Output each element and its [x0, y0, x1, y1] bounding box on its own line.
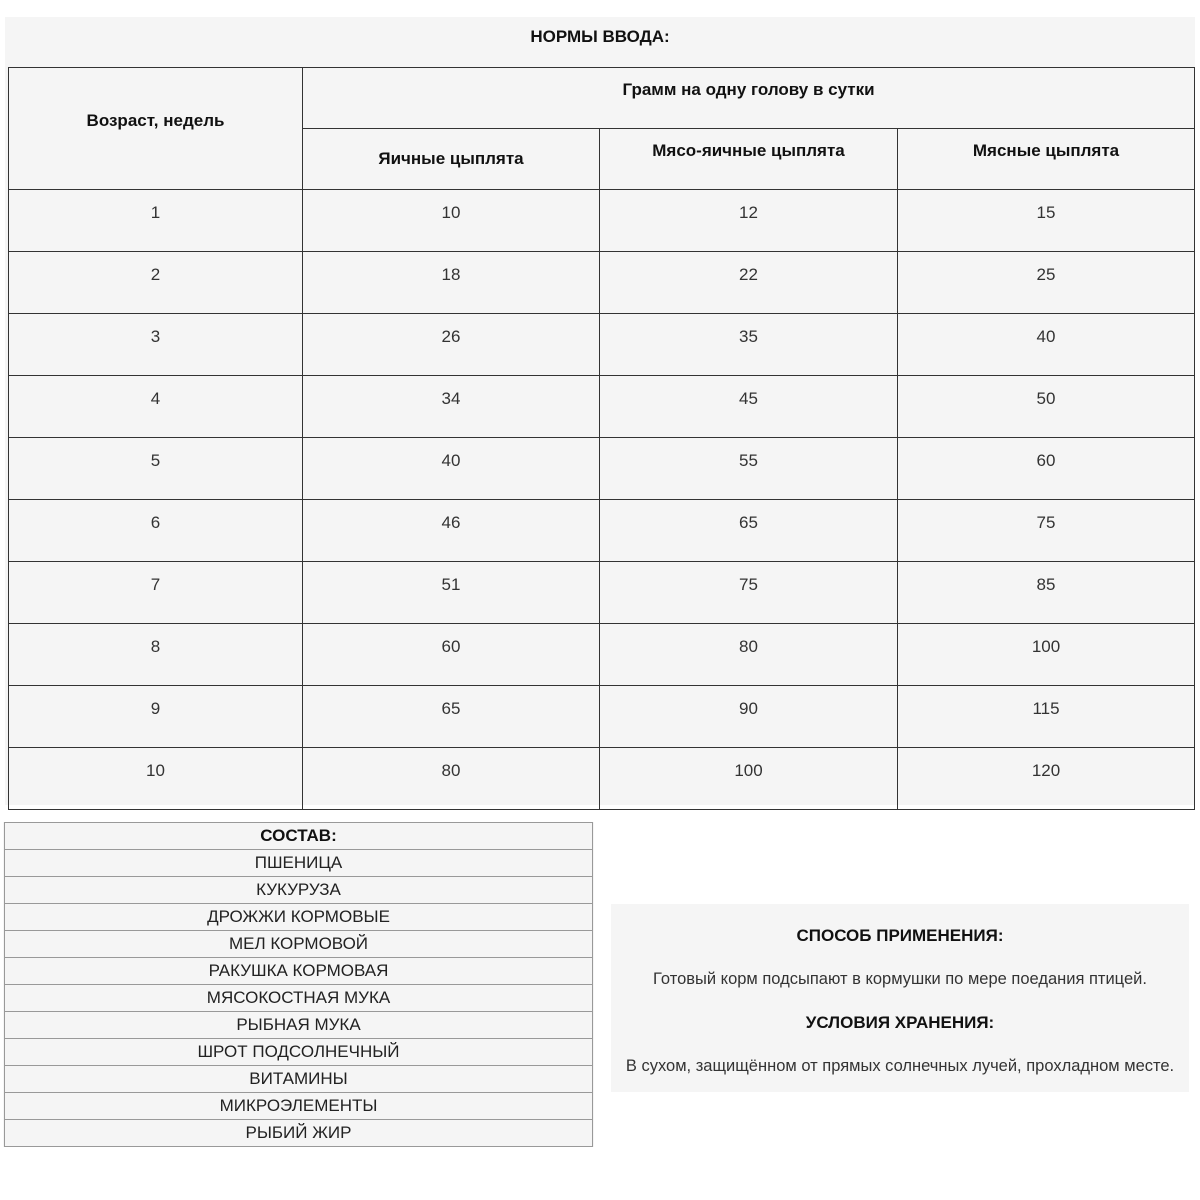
usage-text: Готовый корм подсыпают в кормушки по мере поедания птицей. [653, 970, 1147, 988]
table-row [9, 252, 1195, 314]
grams-cell: 10 [303, 190, 600, 252]
list-item [5, 1012, 593, 1039]
table-row [9, 562, 1195, 624]
grams-cell: 46 [303, 500, 600, 562]
list-item [5, 1120, 593, 1147]
composition-item: МИКРОЭЛЕМЕНТЫ [5, 1093, 593, 1120]
grams-cell: 50 [898, 376, 1195, 438]
table-row [9, 500, 1195, 562]
grams-header: Грамм на одну голову в сутки [303, 68, 1195, 129]
norms-section [5, 17, 1195, 805]
grams-cell: 18 [303, 252, 600, 314]
grams-cell: 40 [303, 438, 600, 500]
age-header: Возраст, недель [9, 68, 303, 190]
usage-title: СПОСОБ ПРИМЕНЕНИЯ: [796, 926, 1004, 945]
grams-cell: 34 [303, 376, 600, 438]
age-cell: 5 [9, 438, 303, 500]
norms-table [8, 67, 1195, 810]
grams-cell: 22 [600, 252, 898, 314]
list-item [5, 1039, 593, 1066]
grams-cell: 75 [600, 562, 898, 624]
grams-cell: 55 [600, 438, 898, 500]
grams-cell: 120 [898, 748, 1195, 810]
table-row [9, 190, 1195, 252]
grams-cell: 80 [600, 624, 898, 686]
age-cell: 6 [9, 500, 303, 562]
grams-cell: 100 [600, 748, 898, 810]
norms-title: НОРМЫ ВВОДА: [530, 27, 670, 46]
grams-cell: 65 [303, 686, 600, 748]
table-row [9, 686, 1195, 748]
grams-cell: 12 [600, 190, 898, 252]
composition-item: ШРОТ ПОДСОЛНЕЧНЫЙ [5, 1039, 593, 1066]
age-cell: 8 [9, 624, 303, 686]
table-row [9, 624, 1195, 686]
grams-cell: 100 [898, 624, 1195, 686]
composition-item: РАКУШКА КОРМОВАЯ [5, 958, 593, 985]
composition-item: ДРОЖЖИ КОРМОВЫЕ [5, 904, 593, 931]
list-item [5, 1066, 593, 1093]
grams-cell: 40 [898, 314, 1195, 376]
table-row [9, 314, 1195, 376]
list-item [5, 1093, 593, 1120]
grams-cell: 25 [898, 252, 1195, 314]
composition-item: ВИТАМИНЫ [5, 1066, 593, 1093]
age-cell: 9 [9, 686, 303, 748]
grams-cell: 15 [898, 190, 1195, 252]
grams-cell: 26 [303, 314, 600, 376]
age-cell: 1 [9, 190, 303, 252]
column-header: Мясные цыплята [898, 129, 1195, 190]
age-cell: 7 [9, 562, 303, 624]
table-row [9, 748, 1195, 810]
composition-item: РЫБНАЯ МУКА [5, 1012, 593, 1039]
list-item [5, 985, 593, 1012]
grams-cell: 80 [303, 748, 600, 810]
storage-text: В сухом, защищённом от прямых солнечных лучей, прохладном месте. [625, 1057, 1175, 1075]
list-item [5, 931, 593, 958]
grams-cell: 45 [600, 376, 898, 438]
list-item [5, 904, 593, 931]
list-item [5, 850, 593, 877]
list-item [5, 958, 593, 985]
table-row [9, 376, 1195, 438]
grams-cell: 75 [898, 500, 1195, 562]
grams-cell: 90 [600, 686, 898, 748]
table-row [9, 438, 1195, 500]
grams-cell: 65 [600, 500, 898, 562]
grams-cell: 35 [600, 314, 898, 376]
age-cell: 10 [9, 748, 303, 810]
usage-section [611, 904, 1189, 1092]
composition-item: МЕЛ КОРМОВОЙ [5, 931, 593, 958]
grams-cell: 85 [898, 562, 1195, 624]
grams-cell: 51 [303, 562, 600, 624]
composition-title: СОСТАВ: [5, 823, 593, 850]
age-cell: 2 [9, 252, 303, 314]
age-cell: 4 [9, 376, 303, 438]
composition-section [3, 822, 594, 1147]
composition-item: РЫБИЙ ЖИР [5, 1120, 593, 1147]
composition-item: КУКУРУЗА [5, 877, 593, 904]
composition-item: МЯСОКОСТНАЯ МУКА [5, 985, 593, 1012]
grams-cell: 60 [303, 624, 600, 686]
age-cell: 3 [9, 314, 303, 376]
storage-title: УСЛОВИЯ ХРАНЕНИЯ: [805, 1013, 995, 1032]
column-header: Мясо-яичные цыплята [600, 129, 898, 190]
composition-table [4, 822, 593, 1147]
column-header: Яичные цыплята [303, 129, 600, 190]
grams-cell: 115 [898, 686, 1195, 748]
composition-item: ПШЕНИЦА [5, 850, 593, 877]
list-item [5, 877, 593, 904]
grams-cell: 60 [898, 438, 1195, 500]
